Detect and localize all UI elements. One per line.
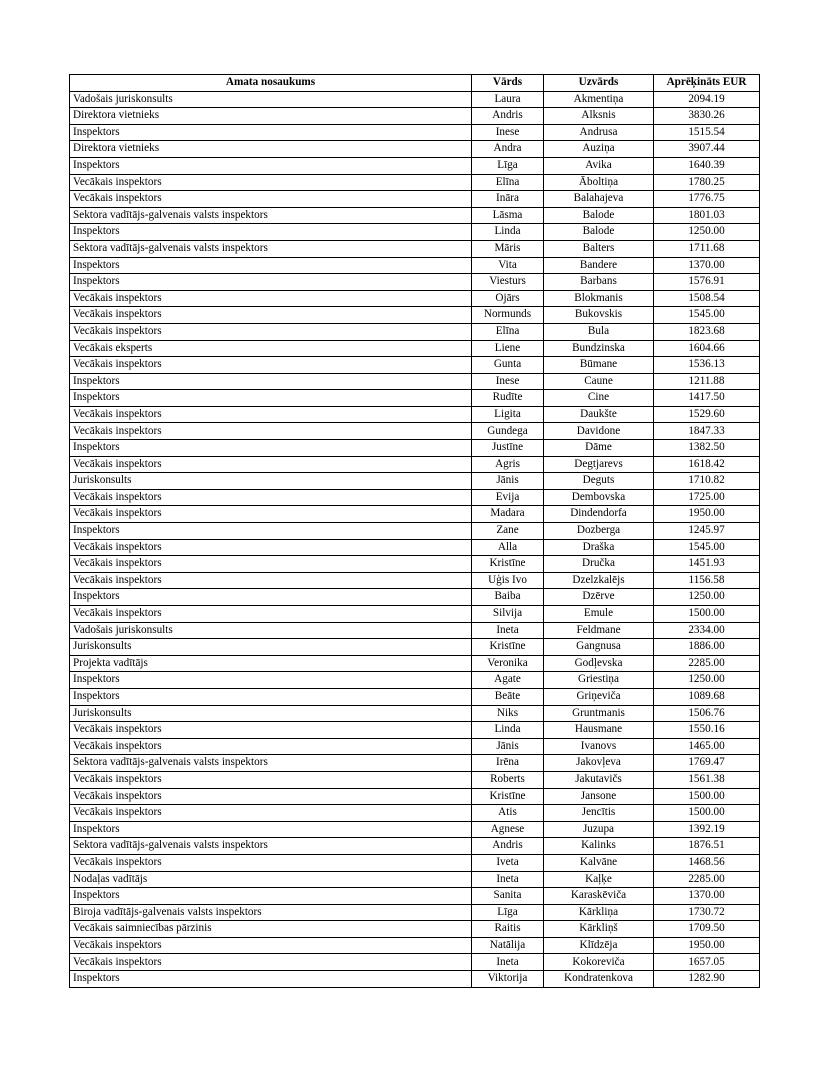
cell-amount: 1545.00 [654,539,760,556]
cell-position: Vecākais inspektors [70,954,472,971]
cell-position: Vecākais inspektors [70,771,472,788]
table-row [70,274,760,291]
cell-amount: 1211.88 [654,373,760,390]
cell-amount: 1561.38 [654,771,760,788]
cell-amount: 1282.90 [654,971,760,988]
cell-position: Sektora vadītājs-galvenais valsts inspektors [70,207,472,224]
cell-amount: 1370.00 [654,257,760,274]
cell-amount: 1550.16 [654,722,760,739]
cell-first-name: Kristīne [472,639,544,656]
cell-first-name: Atis [472,805,544,822]
cell-last-name: Bula [544,323,654,340]
cell-position: Vecākais eksperts [70,340,472,357]
header-first-name: Vārds [472,75,544,92]
cell-amount: 1823.68 [654,323,760,340]
cell-position: Vecākais inspektors [70,572,472,589]
cell-last-name: Davidone [544,423,654,440]
table-row [70,191,760,208]
table-row [70,904,760,921]
cell-amount: 3907.44 [654,141,760,158]
cell-position: Vecākais inspektors [70,722,472,739]
table-row [70,805,760,822]
table-row [70,738,760,755]
salary-table [69,74,760,988]
cell-first-name: Niks [472,705,544,722]
cell-first-name: Ineta [472,871,544,888]
cell-last-name: Kalinks [544,838,654,855]
cell-first-name: Natālija [472,937,544,954]
cell-amount: 1508.54 [654,290,760,307]
cell-amount: 1801.03 [654,207,760,224]
cell-position: Vecākais inspektors [70,174,472,191]
cell-first-name: Vita [472,257,544,274]
cell-last-name: Gangnusa [544,639,654,656]
table-row [70,688,760,705]
cell-position: Vecākais inspektors [70,788,472,805]
table-row [70,257,760,274]
cell-amount: 1370.00 [654,888,760,905]
cell-first-name: Līga [472,904,544,921]
table-row [70,606,760,623]
cell-last-name: Balahajeva [544,191,654,208]
cell-position: Inspektors [70,373,472,390]
cell-last-name: Jencītis [544,805,654,822]
table-row [70,174,760,191]
cell-first-name: Justīne [472,440,544,457]
cell-amount: 1156.58 [654,572,760,589]
cell-first-name: Elīna [472,323,544,340]
cell-last-name: Emule [544,606,654,623]
cell-last-name: Draška [544,539,654,556]
cell-last-name: Balters [544,240,654,257]
cell-position: Vecākais inspektors [70,357,472,374]
table-row [70,290,760,307]
cell-last-name: Gruntmanis [544,705,654,722]
cell-amount: 1847.33 [654,423,760,440]
cell-last-name: Dozberga [544,523,654,540]
cell-last-name: Bandere [544,257,654,274]
cell-first-name: Iveta [472,854,544,871]
cell-position: Vecākais inspektors [70,738,472,755]
header-last-name: Uzvārds [544,75,654,92]
cell-last-name: Alksnis [544,108,654,125]
cell-position: Inspektors [70,589,472,606]
cell-first-name: Ineta [472,622,544,639]
cell-amount: 1604.66 [654,340,760,357]
cell-position: Vecākais saimniecības pārzinis [70,921,472,938]
cell-position: Vecākais inspektors [70,805,472,822]
cell-position: Vecākais inspektors [70,406,472,423]
cell-last-name: Būmane [544,357,654,374]
cell-first-name: Laura [472,91,544,108]
table-row [70,971,760,988]
cell-amount: 1618.42 [654,456,760,473]
table-row [70,440,760,457]
cell-position: Inspektors [70,124,472,141]
cell-first-name: Sanita [472,888,544,905]
cell-position: Vecākais inspektors [70,556,472,573]
table-row [70,207,760,224]
cell-position: Inspektors [70,672,472,689]
cell-amount: 2285.00 [654,871,760,888]
cell-amount: 1500.00 [654,805,760,822]
cell-last-name: Feldmane [544,622,654,639]
cell-last-name: Andrusa [544,124,654,141]
cell-amount: 1529.60 [654,406,760,423]
cell-last-name: Griņeviča [544,688,654,705]
cell-amount: 1780.25 [654,174,760,191]
cell-position: Vecākais inspektors [70,307,472,324]
cell-first-name: Irēna [472,755,544,772]
cell-first-name: Inese [472,373,544,390]
cell-amount: 1515.54 [654,124,760,141]
cell-last-name: Kārkliņš [544,921,654,938]
cell-position: Inspektors [70,390,472,407]
cell-first-name: Gundega [472,423,544,440]
cell-first-name: Kristīne [472,788,544,805]
cell-amount: 1776.75 [654,191,760,208]
table-row [70,224,760,241]
cell-last-name: Griestiņa [544,672,654,689]
cell-first-name: Gunta [472,357,544,374]
cell-position: Sektora vadītājs-galvenais valsts inspektors [70,755,472,772]
cell-first-name: Ineta [472,954,544,971]
table-row [70,705,760,722]
cell-amount: 1245.97 [654,523,760,540]
header-title: Amata nosaukums [70,75,472,92]
cell-position: Inspektors [70,821,472,838]
header-amount: Aprēķināts EUR [654,75,760,92]
cell-first-name: Andra [472,141,544,158]
cell-position: Inspektors [70,688,472,705]
cell-position: Vecākais inspektors [70,937,472,954]
cell-amount: 1876.51 [654,838,760,855]
cell-position: Vadošais juriskonsults [70,622,472,639]
header-row [70,75,760,92]
cell-last-name: Dzērve [544,589,654,606]
cell-last-name: Juzupa [544,821,654,838]
cell-first-name: Roberts [472,771,544,788]
cell-position: Inspektors [70,157,472,174]
cell-last-name: Klīdzēja [544,937,654,954]
cell-position: Biroja vadītājs-galvenais valsts inspektors [70,904,472,921]
table-row [70,489,760,506]
cell-amount: 2334.00 [654,622,760,639]
table-row [70,539,760,556]
cell-position: Juriskonsults [70,705,472,722]
table-row [70,124,760,141]
cell-position: Juriskonsults [70,473,472,490]
cell-amount: 2285.00 [654,655,760,672]
cell-amount: 1506.76 [654,705,760,722]
cell-amount: 1468.56 [654,854,760,871]
cell-position: Inspektors [70,224,472,241]
cell-last-name: Akmentiņa [544,91,654,108]
cell-first-name: Ojārs [472,290,544,307]
cell-first-name: Kristīne [472,556,544,573]
cell-first-name: Elīna [472,174,544,191]
cell-first-name: Evija [472,489,544,506]
cell-first-name: Uģis Ivo [472,572,544,589]
cell-first-name: Alla [472,539,544,556]
cell-position: Vadošais juriskonsults [70,91,472,108]
cell-amount: 1250.00 [654,224,760,241]
table-row [70,423,760,440]
cell-position: Direktora vietnieks [70,141,472,158]
table-row [70,141,760,158]
cell-first-name: Normunds [472,307,544,324]
cell-position: Nodaļas vadītājs [70,871,472,888]
table-row [70,672,760,689]
cell-position: Inspektors [70,523,472,540]
cell-last-name: Kaļķe [544,871,654,888]
cell-last-name: Cine [544,390,654,407]
cell-last-name: Blokmanis [544,290,654,307]
cell-position: Vecākais inspektors [70,290,472,307]
cell-amount: 1709.50 [654,921,760,938]
cell-amount: 1417.50 [654,390,760,407]
cell-first-name: Māris [472,240,544,257]
cell-last-name: Dindendorfa [544,506,654,523]
cell-first-name: Zane [472,523,544,540]
cell-last-name: Balode [544,207,654,224]
cell-position: Direktora vietnieks [70,108,472,125]
cell-first-name: Veronika [472,655,544,672]
cell-amount: 1725.00 [654,489,760,506]
table-row [70,821,760,838]
cell-amount: 1711.68 [654,240,760,257]
cell-position: Vecākais inspektors [70,539,472,556]
cell-last-name: Karaskēviča [544,888,654,905]
table-row [70,506,760,523]
cell-first-name: Andris [472,108,544,125]
table-row [70,954,760,971]
cell-position: Sektora vadītājs-galvenais valsts inspektors [70,838,472,855]
cell-last-name: Daukšte [544,406,654,423]
cell-last-name: Degtjarevs [544,456,654,473]
cell-last-name: Dembovska [544,489,654,506]
table-row [70,589,760,606]
cell-first-name: Agate [472,672,544,689]
cell-last-name: Jansone [544,788,654,805]
cell-first-name: Rudīte [472,390,544,407]
table-row [70,357,760,374]
cell-last-name: Dručka [544,556,654,573]
cell-position: Inspektors [70,257,472,274]
cell-first-name: Agris [472,456,544,473]
cell-position: Sektora vadītājs-galvenais valsts inspektors [70,240,472,257]
cell-position: Vecākais inspektors [70,854,472,871]
cell-last-name: Avika [544,157,654,174]
table-row [70,373,760,390]
cell-first-name: Līga [472,157,544,174]
cell-last-name: Jakutavičs [544,771,654,788]
table-row [70,323,760,340]
table-row [70,622,760,639]
cell-first-name: Linda [472,722,544,739]
cell-amount: 1382.50 [654,440,760,457]
cell-amount: 1465.00 [654,738,760,755]
table-row [70,523,760,540]
table-row [70,340,760,357]
cell-position: Vecākais inspektors [70,456,472,473]
table-body [70,91,760,987]
cell-first-name: Andris [472,838,544,855]
cell-first-name: Linda [472,224,544,241]
cell-position: Inspektors [70,274,472,291]
cell-first-name: Viesturs [472,274,544,291]
cell-last-name: Deguts [544,473,654,490]
cell-first-name: Baiba [472,589,544,606]
table-row [70,556,760,573]
cell-first-name: Viktorija [472,971,544,988]
table-row [70,473,760,490]
cell-amount: 1500.00 [654,606,760,623]
cell-position: Inspektors [70,971,472,988]
cell-last-name: Caune [544,373,654,390]
cell-last-name: Hausmane [544,722,654,739]
cell-amount: 1710.82 [654,473,760,490]
cell-amount: 1545.00 [654,307,760,324]
cell-position: Vecākais inspektors [70,191,472,208]
table-row [70,722,760,739]
cell-first-name: Beāte [472,688,544,705]
cell-last-name: Kokoreviča [544,954,654,971]
cell-first-name: Jānis [472,738,544,755]
table-row [70,788,760,805]
cell-last-name: Dzelzkalējs [544,572,654,589]
table-row [70,655,760,672]
cell-position: Vecākais inspektors [70,606,472,623]
table-row [70,838,760,855]
cell-last-name: Bundzinska [544,340,654,357]
cell-position: Vecākais inspektors [70,506,472,523]
cell-last-name: Kalvāne [544,854,654,871]
cell-position: Inspektors [70,440,472,457]
cell-last-name: Kondratenkova [544,971,654,988]
table-row [70,157,760,174]
cell-position: Inspektors [70,888,472,905]
cell-first-name: Jānis [472,473,544,490]
table-row [70,572,760,589]
cell-position: Juriskonsults [70,639,472,656]
cell-amount: 1950.00 [654,937,760,954]
cell-last-name: Balode [544,224,654,241]
cell-amount: 3830.26 [654,108,760,125]
table-row [70,91,760,108]
table-row [70,307,760,324]
cell-last-name: Kārkliņa [544,904,654,921]
cell-first-name: Lāsma [472,207,544,224]
cell-amount: 2094.19 [654,91,760,108]
cell-amount: 1089.68 [654,688,760,705]
table-row [70,771,760,788]
cell-last-name: Barbans [544,274,654,291]
table-row [70,755,760,772]
cell-amount: 1769.47 [654,755,760,772]
cell-amount: 1886.00 [654,639,760,656]
cell-amount: 1730.72 [654,904,760,921]
cell-position: Vecākais inspektors [70,489,472,506]
cell-last-name: Auziņa [544,141,654,158]
cell-last-name: Ivanovs [544,738,654,755]
cell-first-name: Ināra [472,191,544,208]
cell-amount: 1576.91 [654,274,760,291]
table-row [70,888,760,905]
cell-first-name: Raitis [472,921,544,938]
table-row [70,854,760,871]
cell-position: Vecākais inspektors [70,323,472,340]
table-row [70,390,760,407]
cell-amount: 1536.13 [654,357,760,374]
cell-amount: 1451.93 [654,556,760,573]
table-row [70,456,760,473]
cell-amount: 1500.00 [654,788,760,805]
cell-first-name: Madara [472,506,544,523]
table-row [70,406,760,423]
cell-amount: 1250.00 [654,672,760,689]
cell-first-name: Inese [472,124,544,141]
table-row [70,871,760,888]
table-row [70,937,760,954]
table-row [70,240,760,257]
table-row [70,639,760,656]
cell-position: Projekta vadītājs [70,655,472,672]
cell-last-name: Bukovskis [544,307,654,324]
cell-last-name: Āboltiņa [544,174,654,191]
table-row [70,108,760,125]
cell-first-name: Ligita [472,406,544,423]
cell-amount: 1250.00 [654,589,760,606]
cell-first-name: Agnese [472,821,544,838]
cell-amount: 1640.39 [654,157,760,174]
table-row [70,921,760,938]
cell-first-name: Silvija [472,606,544,623]
cell-first-name: Liene [472,340,544,357]
cell-amount: 1392.19 [654,821,760,838]
cell-last-name: Godļevska [544,655,654,672]
cell-last-name: Dāme [544,440,654,457]
cell-amount: 1657.05 [654,954,760,971]
cell-position: Vecākais inspektors [70,423,472,440]
cell-amount: 1950.00 [654,506,760,523]
cell-last-name: Jakovļeva [544,755,654,772]
